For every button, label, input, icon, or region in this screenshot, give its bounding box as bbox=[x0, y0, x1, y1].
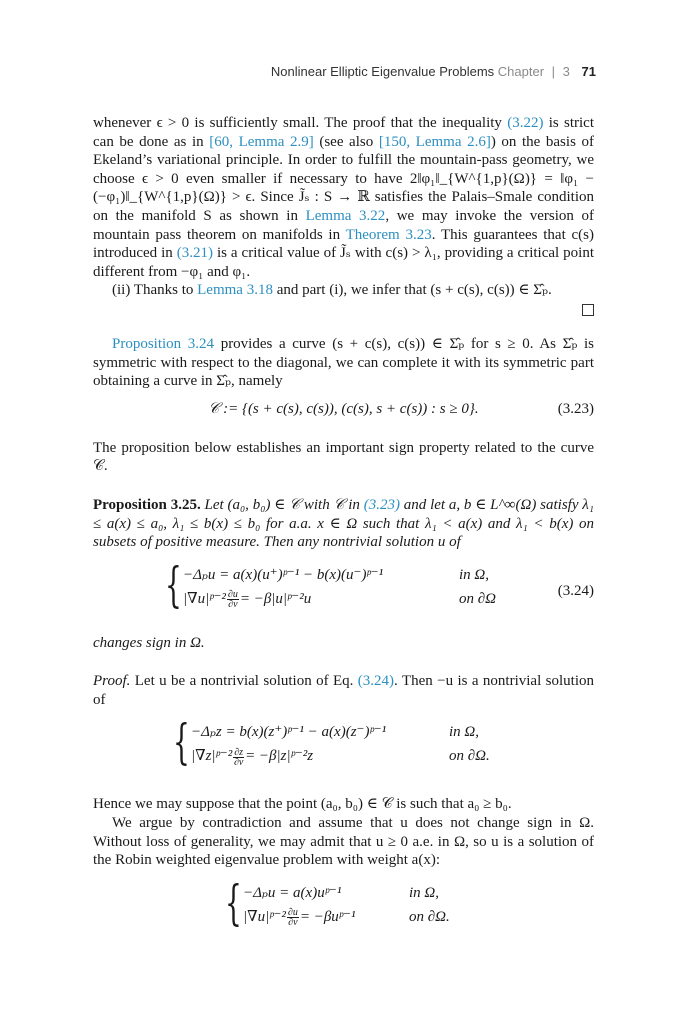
chapter-number: 3 bbox=[562, 64, 570, 79]
proposition-label: Proposition 3.25. bbox=[93, 496, 201, 513]
fraction-du-dnu: $\frac{\partial u}{\partial\nu}$ bbox=[287, 906, 298, 928]
fraction-du-dnu: $\frac{\partial u}{\partial\nu}$ bbox=[227, 588, 238, 610]
left-brace: { bbox=[173, 714, 190, 771]
running-title: Nonlinear Elliptic Eigenvalue Problems bbox=[270, 64, 495, 79]
proof-paragraph: Proof. Let u be a nontrivial solution of Eq. (3.24). Then −u is a nontrivial solution of bbox=[93, 673, 594, 708]
equation-curve-c: 𝒞 := {(s + c(s), c(s)), (c(s), s + c(s)) : s ≥ 0}. bbox=[208, 400, 479, 417]
chapter-label: Chapter bbox=[497, 64, 545, 79]
equation-tag-3-23: (3.23) bbox=[557, 400, 594, 417]
link-eq-3-21[interactable]: (3.21) bbox=[176, 245, 213, 262]
left-brace: { bbox=[225, 874, 242, 931]
system-robin bbox=[93, 874, 594, 938]
left-brace: { bbox=[165, 556, 182, 613]
link-eq-3-24[interactable]: (3.24) bbox=[357, 673, 395, 690]
link-eq-3-23[interactable]: (3.23) bbox=[363, 496, 400, 513]
link-ref-60[interactable]: [60, Lemma 2.9] bbox=[209, 133, 314, 150]
system-3-24 bbox=[93, 556, 594, 620]
paragraph-sign-property: The proposition below establishes an important sign property related to the curve 𝒞. bbox=[93, 439, 594, 475]
page-number: 71 bbox=[581, 64, 596, 79]
paragraph-contradiction: We argue by contradiction and assume that u does not change sign in Ω. Without loss of generality, we may admit that u ≥ 0 a.e. in Ω, so u is a solution of the Robin weighted eigenvalue problem with weight a(x): bbox=[93, 815, 594, 869]
proposition-3-25: Proposition 3.25. Let (a₀, b₀) ∈ 𝒞 with 𝒞 in (3.23) and let a, b ∈ L^∞(Ω) satisfy λ₁ ≤ a(x) ≤ a₀, λ₁ ≤ b(x) ≤ b₀ for a.a. x ∈ Ω such that λ₁ < a(x) and λ₁ < b(x) on subsets of positive measure. Then any nontrivial solution u of bbox=[93, 496, 594, 551]
system-negated-line-1: −Δₚz = b(x)(z⁺)ᵖ⁻¹ − a(x)(z⁻)ᵖ⁻¹ in Ω, bbox=[191, 724, 480, 741]
qed-square-icon bbox=[582, 304, 594, 316]
equation-tag-3-24: (3.24) bbox=[557, 582, 594, 599]
qed-box bbox=[93, 300, 594, 318]
running-header bbox=[271, 64, 596, 79]
system-robin-line-2: |∇u|ᵖ⁻² $\frac{\partial u}{\partial\nu}$ = −βuᵖ⁻¹ on ∂Ω. bbox=[243, 906, 450, 928]
link-lemma-3-22[interactable]: Lemma 3.22 bbox=[305, 207, 386, 224]
system-negated-line-2: |∇z|ᵖ⁻² $\frac{\partial z}{\partial\nu}$ = −β|z|ᵖ⁻²z on ∂Ω. bbox=[191, 746, 490, 768]
paragraph-part-ii: (ii) Thanks to Lemma 3.18 and part (i), we infer that (s + c(s), c(s)) ∈ Σ̂ₚ. bbox=[112, 282, 552, 299]
link-lemma-3-18[interactable]: Lemma 3.18 bbox=[197, 282, 273, 299]
link-proposition-3-24[interactable]: Proposition 3.24 bbox=[112, 335, 215, 352]
system-negated bbox=[93, 714, 594, 777]
link-ref-150[interactable]: [150, Lemma 2.6] bbox=[378, 133, 491, 150]
paragraph-curve: Proposition 3.24 provides a curve (s + c(s), c(s)) ∈ Σ̂ₚ for s ≥ 0. As Σ̂ₚ is symmetric with respect to the diagonal, we can complete it with its symmetric part obtaining a curve in Σ̂ₚ, namely bbox=[93, 335, 594, 390]
link-theorem-3-23[interactable]: Theorem 3.23 bbox=[345, 226, 432, 243]
system-robin-line-1: −Δₚu = a(x)uᵖ⁻¹ in Ω, bbox=[243, 884, 440, 901]
system-3-24-line-2: |∇u|ᵖ⁻² $\frac{\partial u}{\partial\nu}$ = −β|u|ᵖ⁻²u on ∂Ω bbox=[183, 588, 497, 610]
link-eq-3-22[interactable]: (3.22) bbox=[507, 115, 544, 131]
paragraph-proof-continuation: whenever ϵ > 0 is sufficiently small. The proof that the inequality (3.22) is strict can be done as in [60, Lemma 2.9] (see also [150, Lemma 2.6]) on the basis of Ekeland’s variational principle. In order to fulfill the mountain-pass geometry, we choose ϵ > 0 even smaller if necessary to have 2‖φ₁‖_{W^{1,p}(Ω)} = ‖φ₁ − (−φ₁)‖_{W^{1,p}(Ω)} > ϵ. Since J̃ₛ : S → ℝ satisfies the Palais–Smale condition on the manifold S as shown in Lemma 3.22, we may invoke the version of mountain pass theorem on manifolds in Theorem 3.23. This guarantees that c(s) introduced in (3.21) is a critical value of J̃ₛ with c(s) > λ₁, providing a critical point different from −φ₁ and φ₁. bbox=[93, 115, 594, 280]
proof-label: Proof. bbox=[93, 673, 131, 690]
page-body bbox=[93, 114, 594, 938]
header-separator: | bbox=[551, 64, 556, 79]
proposition-conclusion: changes sign in Ω. bbox=[93, 634, 205, 651]
system-3-24-line-1: −Δₚu = a(x)(u⁺)ᵖ⁻¹ − b(x)(u⁻)ᵖ⁻¹ in Ω, bbox=[183, 566, 490, 583]
paragraph-suppose: Hence we may suppose that the point (a₀, b₀) ∈ 𝒞 is such that a₀ ≥ b₀. bbox=[93, 796, 512, 813]
fraction-dz-dnu: $\frac{\partial z}{\partial\nu}$ bbox=[233, 746, 244, 768]
equation-3-23 bbox=[93, 400, 594, 422]
